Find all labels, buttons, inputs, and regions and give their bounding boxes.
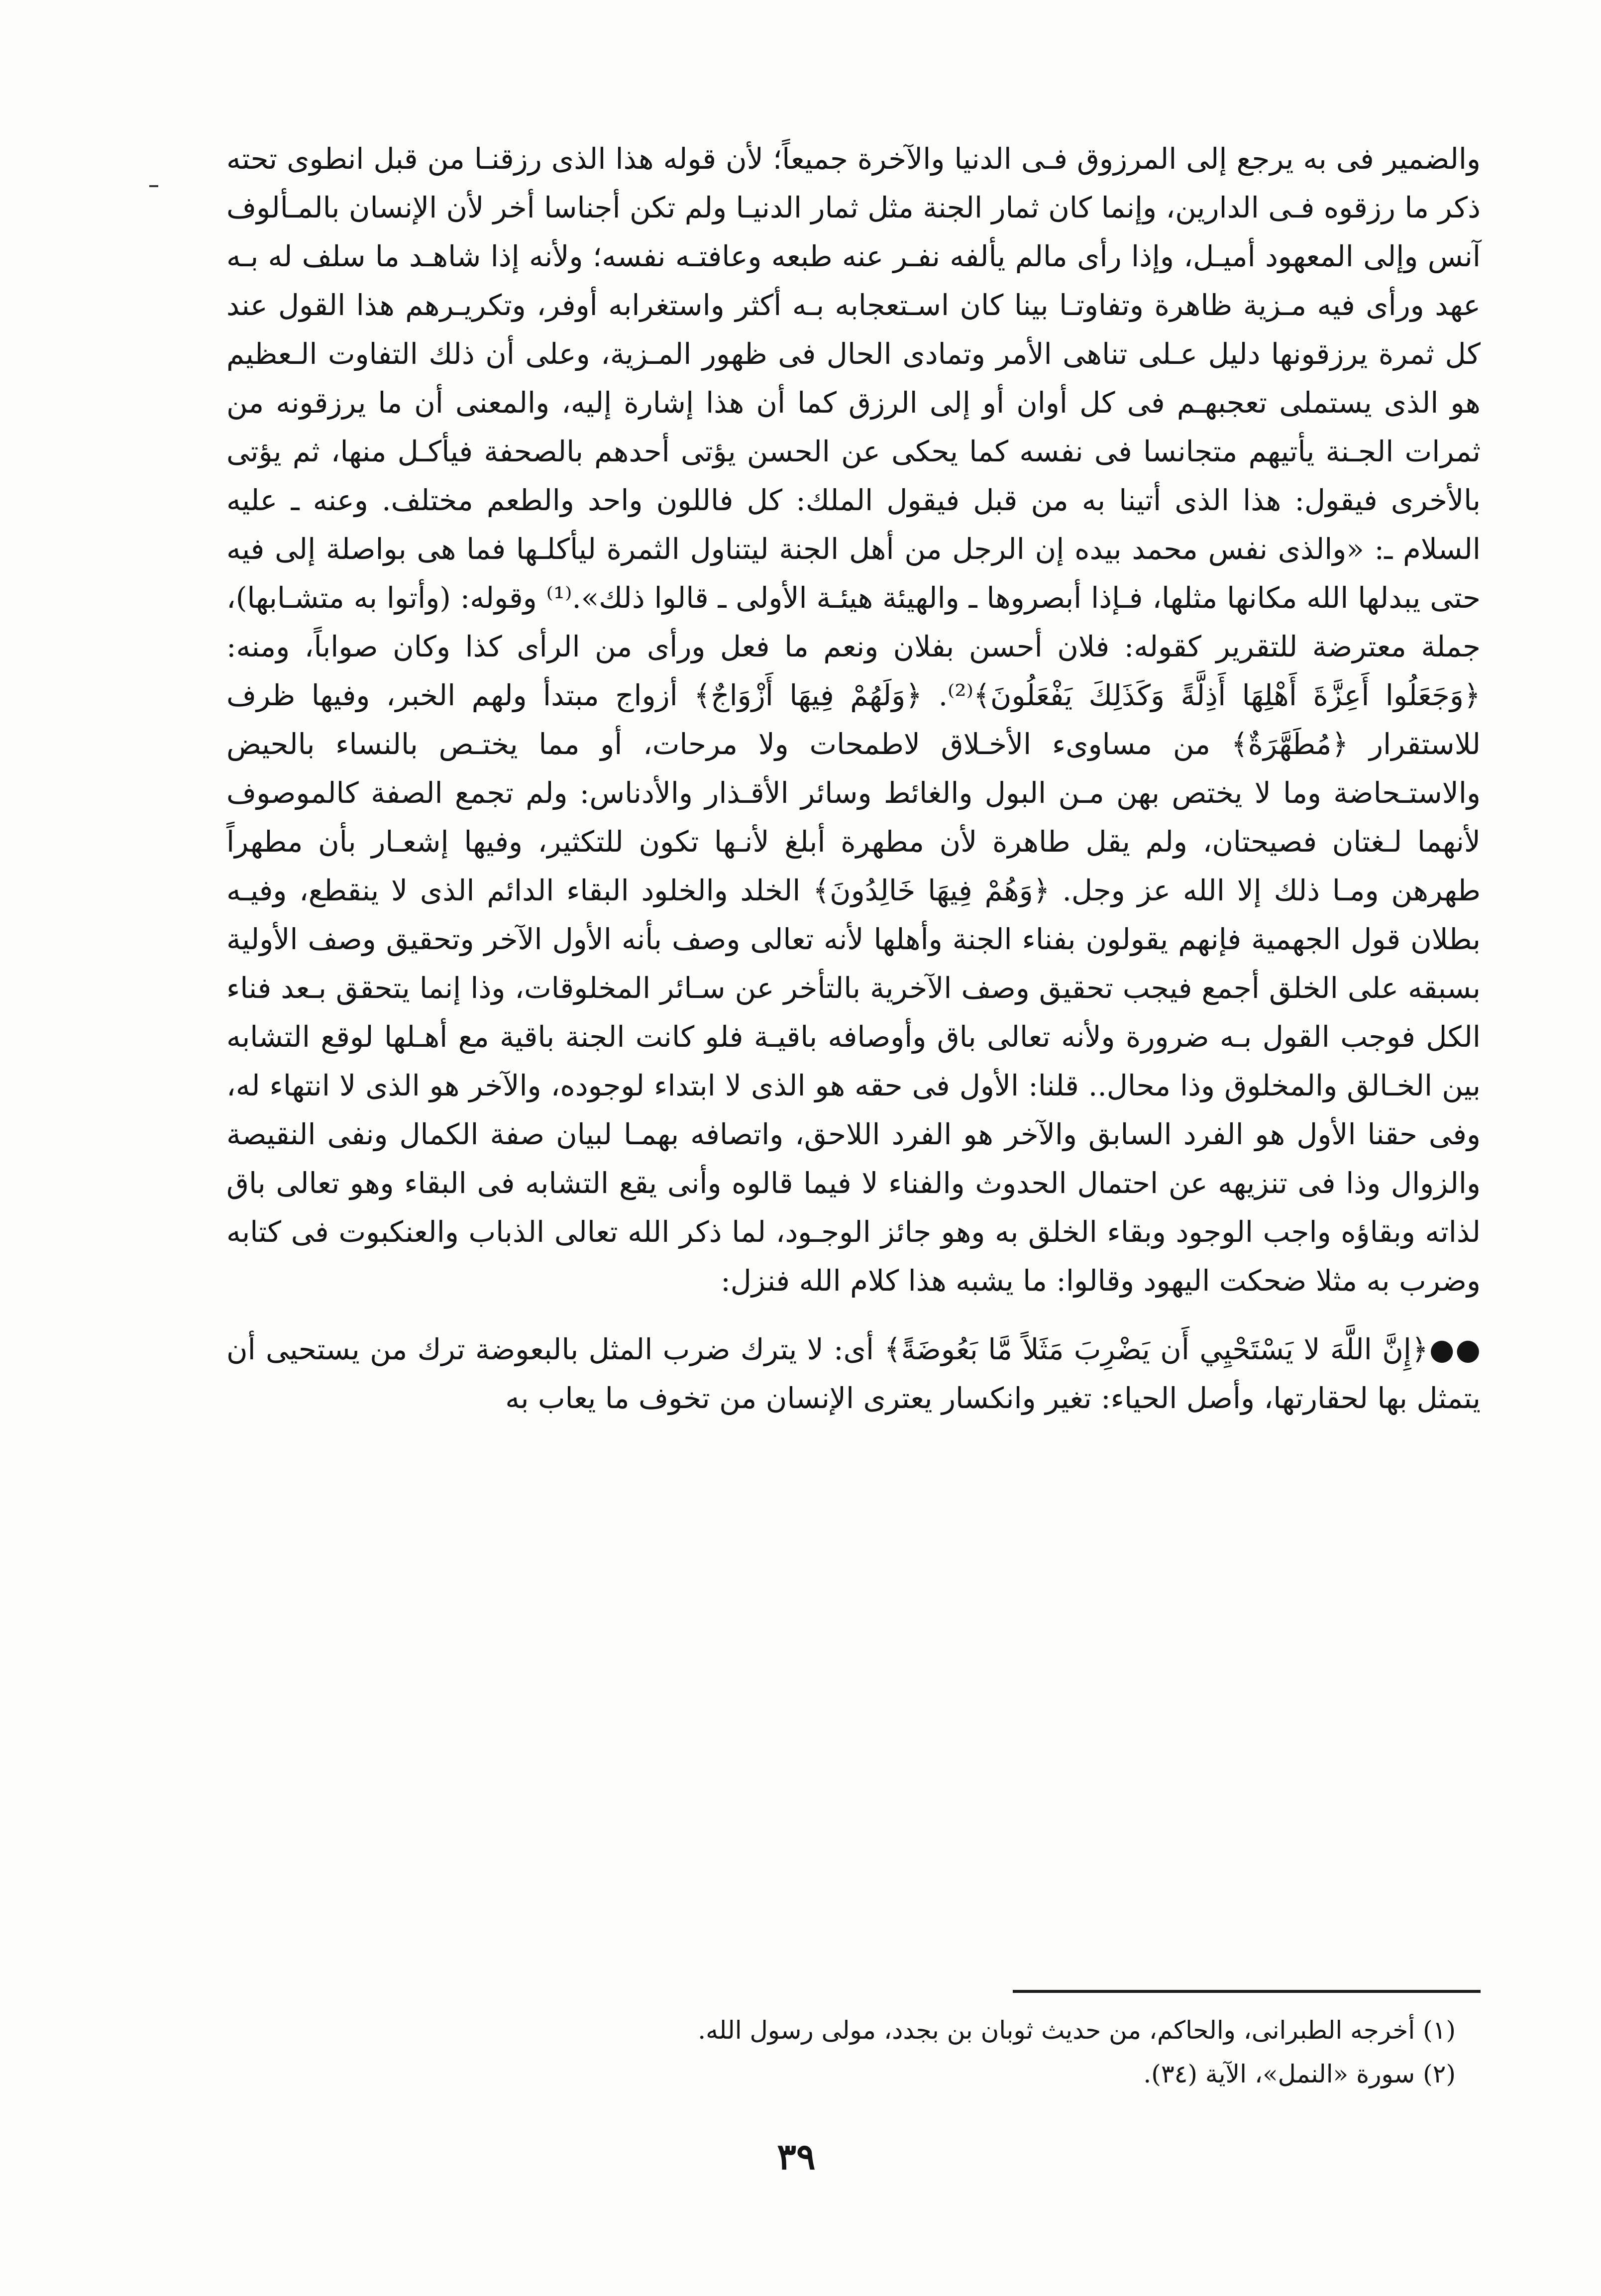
footnotes <box>226 2008 1456 2096</box>
footnote-separator <box>1013 1990 1481 1993</box>
paragraph-commentary: والضمير فى به يرجع إلى المرزوق فـى الدنيا والآخرة جميعاً؛ لأن قوله هذا الذى رزقنـا من قبل انطوى تحته ذكر ما رزقوه فـى الدارين، وإنما كان ثمار الجنة مثل ثمار الدنيـا ولم تكن أجناسا أخر لأن الإنسان بالمـألوف آنس وإلى المعهود أميـل، وإذا رأى مالم يألفه نفـر عنه طبعه وعافتـه نفسه؛ ولأنه إذا شاهـد ما سلف له بـه عهد ورأى فيه مـزية ظاهرة وتفاوتـا بينا كان اسـتعجابه بـه أكثر واستغرابه أوفر، وتكريـرهم هذا القول عند كل ثمرة يرزقونها دليل عـلى تناهى الأمر وتمادى الحال فى ظهور المـزية، وعلى أن ذلك التفاوت الـعظيم هو الذى يستملى تعجبهـم فى كل أوان أو إلى الرزق كما أن هذا إشارة إليه، والمعنى أن ما يرزقونه من ثمرات الجـنة يأتيهم متجانسا فى نفسه كما يحكى عن الحسن يؤتى أحدهم بالصحفة فيأكـل منها، ثم يؤتى بالأخرى فيقول: هذا الذى أتينا به من قبل فيقول الملك: كل فاللون واحد والطعم مختلف. وعنه ـ عليه السلام ـ: «والذى نفس محمد بيده إن الرجل من أهل الجنة ليتناول الثمرة ليأكلـها فما هى بواصلة إلى فيه حتى يبدلها الله مكانها مثلها، فـإذا أبصروها ـ والهيئة هيئـة الأولى ـ قالوا ذلك».⁽¹⁾ وقوله: (وأتوا به متشـابها)، جملة معترضة للتقرير كقوله: فلان أحسن بفلان ونعم ما فعل ورأى من الرأى كذا وكان صواباً، ومنه: ﴿وَجَعَلُوا أَعِزَّةَ أَهْلِهَا أَذِلَّةً وَكَذَلِكَ يَفْعَلُونَ﴾⁽²⁾. ﴿وَلَهُمْ فِيهَا أَزْوَاجٌ﴾ أزواج مبتدأ ولهم الخبر، وفيها ظرف للاستقرار ﴿مُطَهَّرَةٌ﴾ من مساوىء الأخـلاق لاطمحات ولا مرحات، أو مما يختـص بالنساء بالحيض والاستـحاضة وما لا يختص بهن مـن البول والغائط وسائر الأقـذار والأدناس: ولم تجمع الصفة كالموصوف لأنهما لـغتان فصيحتان، ولم يقل طاهرة لأن مطهرة أبلغ لأنـها تكون للتكثير، وفيها إشعـار بأن مطهراً طهرهن ومـا ذلك إلا الله عز وجل. ﴿وَهُمْ فِيهَا خَالِدُونَ﴾ الخلد والخلود البقاء الدائم الذى لا ينقطع، وفيـه بطلان قول الجهمية فإنهم يقولون بفناء الجنة وأهلها لأنه تعالى وصف بأنه الأول الآخر وتحقيق وصف الأولية بسبقه على الخلق أجمع فيجب تحقيق وصف الآخرية بالتأخر عن سـائر المخلوقات، وذا إنما يتحقق بـعد فناء الكل فوجب القول بـه ضرورة ولأنه تعالى باق وأوصافه باقيـة فلو كانت الجنة باقية مع أهـلها لوقع التشابه بين الخـالق والمخلوق وذا محال.. قلنا: الأول فى حقه هو الذى لا ابتداء لوجوده، والآخر هو الذى لا انتهاء له، وفى حقنا الأول هو الفرد السابق والآخر هو الفرد اللاحق، واتصافه بهمـا لبيان صفة الكمال ونفى النقيصة والزوال وذا فى تنزيهه عن احتمال الحدوث والفناء لا فيما قالوه وأنى يقع التشابه فى البقاء وهو تعالى باق لذاته وبقاؤه واجب الوجود وبقاء الخلق به وهو جائز الوجـود، لما ذكر الله تعالى الذباب والعنكبوت فى كتابه وضرب به مثلا ضحكت اليهود وقالوا: ما يشبه هذا كلام الله فنزل: <box>226 142 1481 1298</box>
paragraph-verse-26: ●●﴿إِنَّ اللَّهَ لا يَسْتَحْيِي أَن يَضْرِبَ مَثَلاً مَّا بَعُوضَةً﴾ أى: لا يترك ضرب المثل بالبعوضة ترك من يستحيى أن يتمثل بها لحقارتها، وأصل الحياء: تغير وانكسار يعترى الإنسان من تخوف ما يعاب به <box>226 1332 1481 1415</box>
footnote-2: (٢) سورة «النمل»، الآية (٣٤). <box>1143 2060 1456 2088</box>
page-number: ٣٩ <box>777 2135 816 2178</box>
margin-dash-mark <box>149 185 158 187</box>
body-text <box>226 134 1481 1422</box>
footnote-1: (١) أخرجه الطبرانى، والحاكم، من حديث ثوبان بن بجدد، مولى رسول الله. <box>698 2016 1456 2045</box>
